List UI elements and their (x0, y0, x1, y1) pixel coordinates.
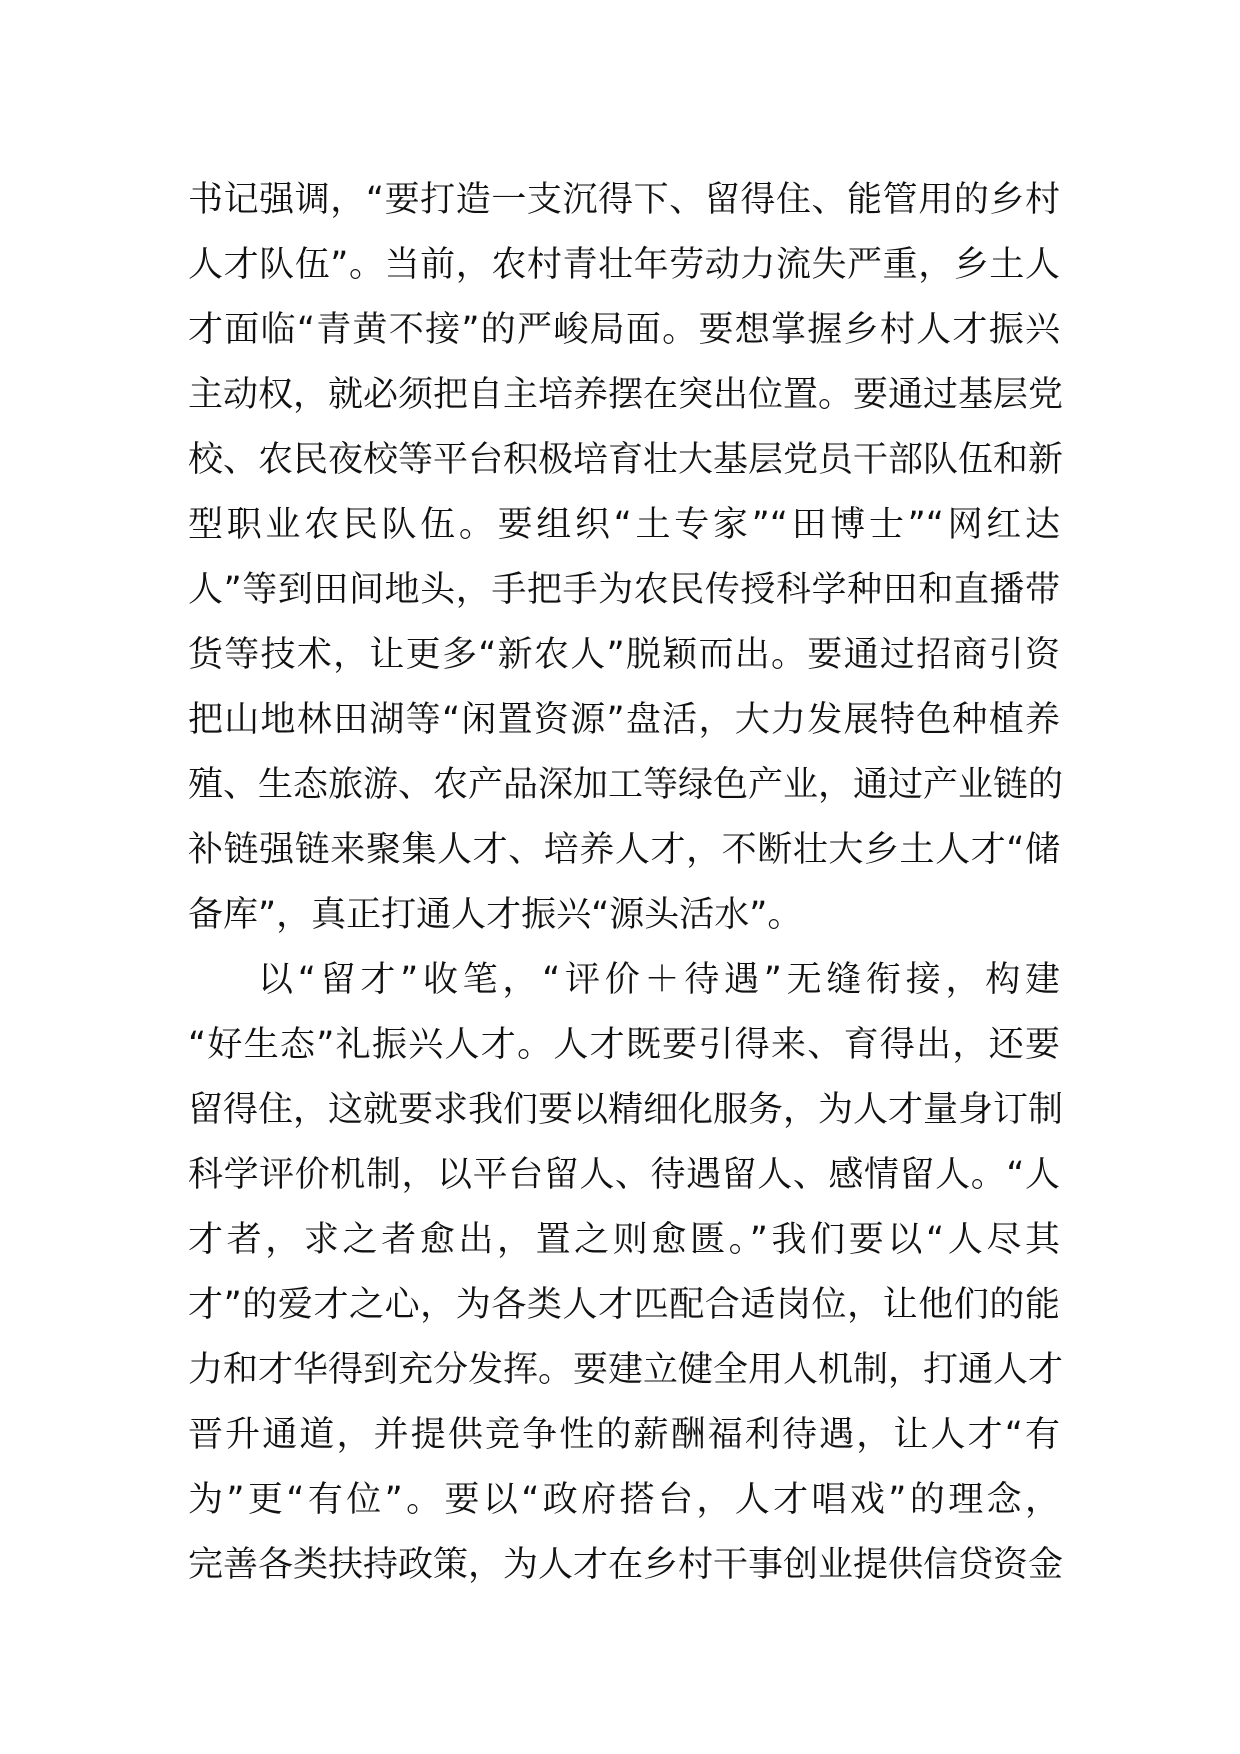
paragraph-2-line-8: 晋升通道，并提供竞争性的薪酬福利待遇，让人才“有 (188, 1415, 1060, 1455)
paragraph-1-line-1: 书记强调，“要打造一支沉得下、留得住、能管用的乡村 (188, 180, 1060, 220)
paragraph-2-line-6: 才”的爱才之心，为各类人才匹配合适岗位，让他们的能 (188, 1285, 1060, 1325)
paragraph-2-line-7: 力和才华得到充分发挥。要建立健全用人机制，打通人才 (188, 1350, 1064, 1390)
paragraph-2-line-2: “好生态”礼振兴人才。人才既要引得来、育得出，还要 (188, 1025, 1060, 1065)
paragraph-1-line-10: 殖、生态旅游、农产品深加工等绿色产业，通过产业链的 (188, 765, 1064, 805)
paragraph-2-line-3: 留得住，这就要求我们要以精细化服务，为人才量身订制 (188, 1090, 1064, 1130)
paragraph-2-line-4: 科学评价机制，以平台留人、待遇留人、感情留人。“人 (188, 1155, 1060, 1195)
paragraph-1-line-4: 主动权，就必须把自主培养摆在突出位置。要通过基层党 (188, 375, 1064, 415)
paragraph-2-line-9: 为”更“有位”。要以“政府搭台，人才唱戏”的理念， (188, 1480, 1060, 1520)
paragraph-1-line-7: 人”等到田间地头，手把手为农民传授科学种田和直播带 (188, 570, 1060, 610)
paragraph-1-line-12: 备库”，真正打通人才振兴“源头活水”。 (188, 895, 803, 935)
paragraph-1-line-11: 补链强链来聚集人才、培养人才，不断壮大乡土人才“储 (188, 830, 1060, 870)
paragraph-2-line-5: 才者，求之者愈出，置之则愈匮。”我们要以“人尽其 (188, 1220, 1060, 1260)
paragraph-1-line-3: 才面临“青黄不接”的严峻局面。要想掌握乡村人才振兴 (188, 310, 1060, 350)
paragraph-1-line-2: 人才队伍”。当前，农村青壮年劳动力流失严重，乡土人 (188, 245, 1060, 285)
paragraph-2-line-10: 完善各类扶持政策，为人才在乡村干事创业提供信贷资金 (188, 1545, 1064, 1585)
paragraph-1-line-9: 把山地林田湖等“闲置资源”盘活，大力发展特色种植养 (188, 700, 1060, 740)
paragraph-1-line-8: 货等技术，让更多“新农人”脱颖而出。要通过招商引资 (188, 635, 1060, 675)
paragraph-2-line-1: 以“留才”收笔，“评价＋待遇”无缝衔接，构建 (258, 960, 1060, 1000)
paragraph-1-line-6: 型职业农民队伍。要组织“土专家”“田博士”“网红达 (188, 505, 1060, 545)
paragraph-1-line-5: 校、农民夜校等平台积极培育壮大基层党员干部队伍和新 (188, 440, 1064, 480)
body-text (188, 168, 1064, 1598)
